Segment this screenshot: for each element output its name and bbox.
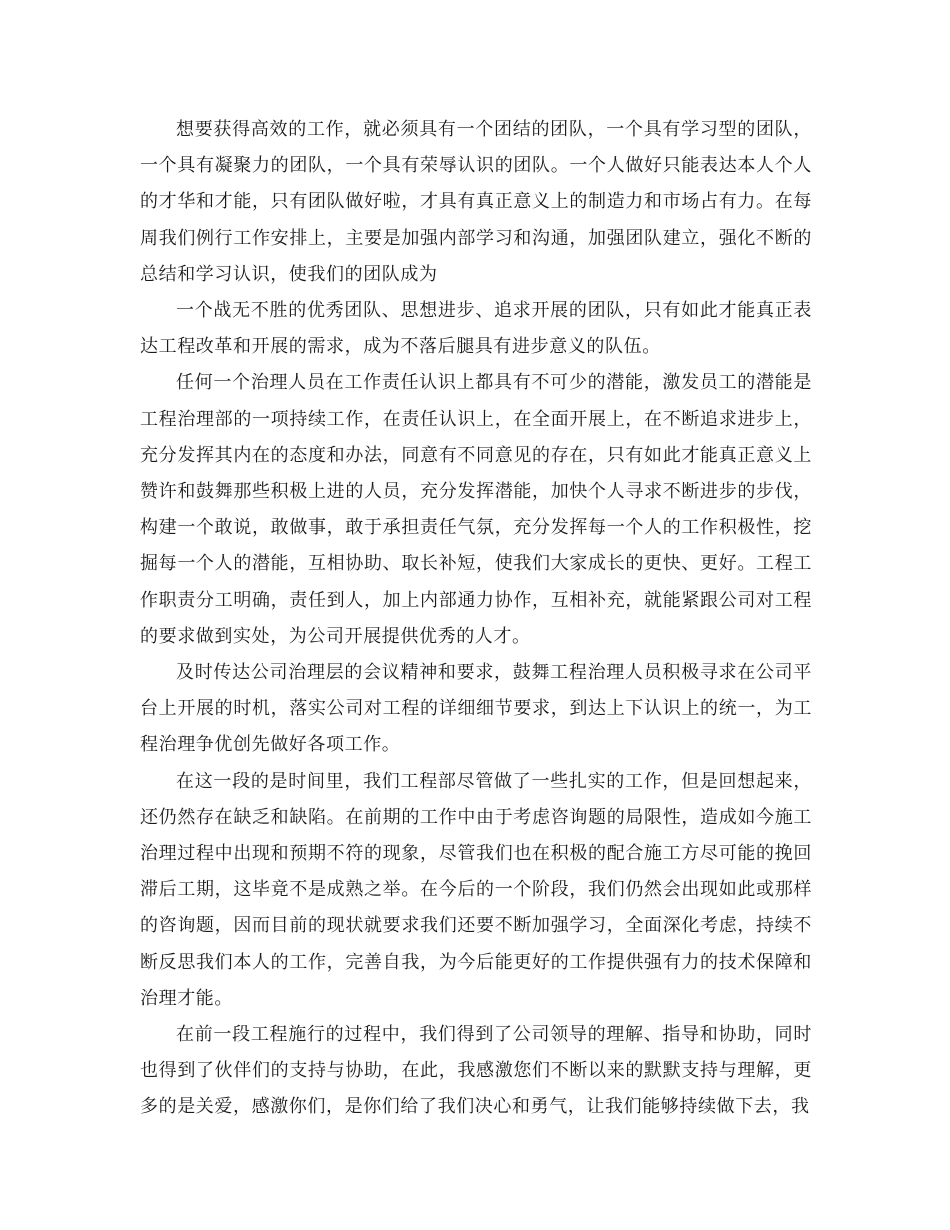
paragraph: 在这一段的是时间里，我们工程部尽管做了一些扎实的工作，但是回想起来，还仍然存在缺乏和缺陷。在前期的工作中由于考虑咨询题的局限性，造成如今施工治理过程中出现和预期不符的现象，尽管我们也在积极的配合施工方尽可能的挽回滞后工期，这毕竟不是成熟之举。在今后的一个阶段，我们仍然会出现如此或那样的咨询题，因而目前的现状就要求我们还要不断加强学习，全面深化考虑，持续不断反思我们本人的工作，完善自我，为今后能更好的工作提供强有力的技术保障和治理才能。 <box>140 770 812 1009</box>
paragraph: 想要获得高效的工作，就必须具有一个团结的团队，一个具有学习型的团队，一个具有凝聚力的团队，一个具有荣辱认识的团队。一个人做好只能表达本人个人的才华和才能，只有团队做好啦，才具有真正意义上的制造力和市场占有力。在每周我们例行工作安排上，主要是加强内部学习和沟通，加强团队建立，强化不断的总结和学习认识，使我们的团队成为 <box>140 119 812 285</box>
paragraph: 任何一个治理人员在工作责任认识上都具有不可少的潜能，激发员工的潜能是工程治理部的一项持续工作，在责任认识上，在全面开展上，在不断追求进步上，充分发挥其内在的态度和办法，同意有不同意见的存在，只有如此才能真正意义上赞许和鼓舞那些积极上进的人员，充分发挥潜能，加快个人寻求不断进步的步伐，构建一个敢说，敢做事，敢于承担责任气氛，充分发挥每一个人的工作积极性，挖掘每一个人的潜能，互相协助、取长补短，使我们大家成长的更快、更好。工程工作职责分工明确，责任到人，加上内部通力协作，互相补充，就能紧跟公司对工程的要求做到实处，为公司开展提供优秀的人才。 <box>140 372 812 647</box>
paragraph: 及时传达公司治理层的会议精神和要求，鼓舞工程治理人员积极寻求在公司平台上开展的时机，落实公司对工程的详细细节要求，到达上下认识上的统一，为工程治理争优创先做好各项工作。 <box>140 662 812 756</box>
document-body <box>140 112 812 1126</box>
paragraph: 一个战无不胜的优秀团队、思想进步、追求开展的团队，只有如此才能真正表达工程改革和开展的需求，成为不落后腿具有进步意义的队伍。 <box>140 300 812 358</box>
paragraph: 在前一段工程施行的过程中，我们得到了公司领导的理解、指导和协助，同时也得到了伙伴们的支持与协助，在此，我感激您们不断以来的默默支持与理解，更多的是关爱，感激你们，是你们给了我们决心和勇气，让我们能够持续做下去，我 <box>140 1024 812 1118</box>
